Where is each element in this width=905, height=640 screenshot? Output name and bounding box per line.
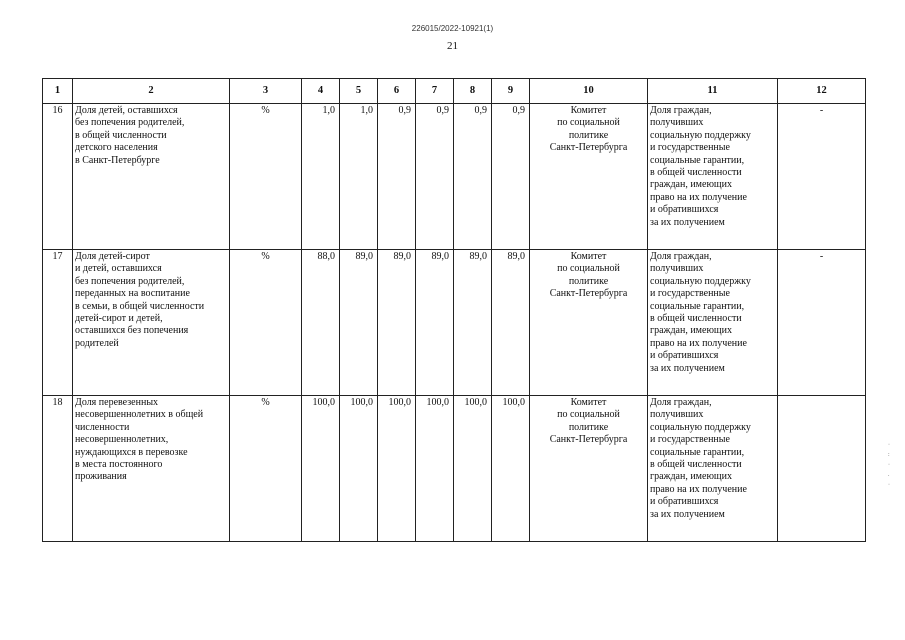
column-header: 3 bbox=[230, 79, 302, 104]
value-cell: 89,0 bbox=[378, 250, 416, 396]
row-number: 18 bbox=[43, 396, 73, 542]
note-cell bbox=[778, 396, 866, 542]
value-cell: 100,0 bbox=[416, 396, 454, 542]
responsible-cell: Комитет по социальной политике Санкт-Петербурга bbox=[530, 396, 648, 542]
unit-cell: % bbox=[230, 396, 302, 542]
scan-edge-marks: · : · . · bbox=[888, 442, 890, 488]
unit-cell: % bbox=[230, 250, 302, 396]
column-header: 6 bbox=[378, 79, 416, 104]
value-cell: 100,0 bbox=[340, 396, 378, 542]
basis-cell: Доля граждан, получивших социальную поддержку и государственные социальные гарантии, в общей численности граждан, имеющих право на их получение и обратившихся за их получением bbox=[648, 396, 778, 542]
value-cell: 89,0 bbox=[340, 250, 378, 396]
page-number: 21 bbox=[447, 40, 458, 52]
column-header: 2 bbox=[73, 79, 230, 104]
value-cell: 1,0 bbox=[340, 104, 378, 250]
responsible-cell: Комитет по социальной политике Санкт-Петербурга bbox=[530, 104, 648, 250]
table-row bbox=[43, 250, 866, 396]
value-cell: 89,0 bbox=[416, 250, 454, 396]
table-row bbox=[43, 104, 866, 250]
value-cell: 0,9 bbox=[378, 104, 416, 250]
column-header: 9 bbox=[492, 79, 530, 104]
value-cell: 0,9 bbox=[416, 104, 454, 250]
value-cell: 89,0 bbox=[492, 250, 530, 396]
value-cell: 0,9 bbox=[454, 104, 492, 250]
column-header: 4 bbox=[302, 79, 340, 104]
column-header: 5 bbox=[340, 79, 378, 104]
value-cell: 100,0 bbox=[454, 396, 492, 542]
basis-cell: Доля граждан, получивших социальную поддержку и государственные социальные гарантии, в общей численности граждан, имеющих право на их получение и обратившихся за их получением bbox=[648, 250, 778, 396]
note-cell: - bbox=[778, 104, 866, 250]
row-number: 17 bbox=[43, 250, 73, 396]
indicator-name: Доля детей-сирот и детей, оставшихся без попечения родителей, переданных на воспитание в семьи, в общей численности детей-сирот и детей, оставшихся без попечения родителей bbox=[73, 250, 230, 396]
indicators-table bbox=[42, 78, 866, 542]
indicator-name: Доля детей, оставшихся без попечения родителей, в общей численности детского населения в Санкт-Петербурге bbox=[73, 104, 230, 250]
unit-cell: % bbox=[230, 104, 302, 250]
indicator-name: Доля перевезенных несовершеннолетних в общей численности несовершеннолетних, нуждающихся в перевозке в места постоянного проживания bbox=[73, 396, 230, 542]
basis-cell: Доля граждан, получивших социальную поддержку и государственные социальные гарантии, в общей численности граждан, имеющих право на их получение и обратившихся за их получением bbox=[648, 104, 778, 250]
value-cell: 100,0 bbox=[302, 396, 340, 542]
column-header: 7 bbox=[416, 79, 454, 104]
table-header-row bbox=[43, 79, 866, 104]
value-cell: 88,0 bbox=[302, 250, 340, 396]
document-id: 226015/2022-10921(1) bbox=[411, 24, 494, 33]
value-cell: 100,0 bbox=[378, 396, 416, 542]
column-header: 1 bbox=[43, 79, 73, 104]
value-cell: 89,0 bbox=[454, 250, 492, 396]
value-cell: 1,0 bbox=[302, 104, 340, 250]
column-header: 11 bbox=[648, 79, 778, 104]
value-cell: 0,9 bbox=[492, 104, 530, 250]
value-cell: 100,0 bbox=[492, 396, 530, 542]
note-cell: - bbox=[778, 250, 866, 396]
responsible-cell: Комитет по социальной политике Санкт-Петербурга bbox=[530, 250, 648, 396]
column-header: 8 bbox=[454, 79, 492, 104]
row-number: 16 bbox=[43, 104, 73, 250]
column-header: 10 bbox=[530, 79, 648, 104]
table-row bbox=[43, 396, 866, 542]
column-header: 12 bbox=[778, 79, 866, 104]
